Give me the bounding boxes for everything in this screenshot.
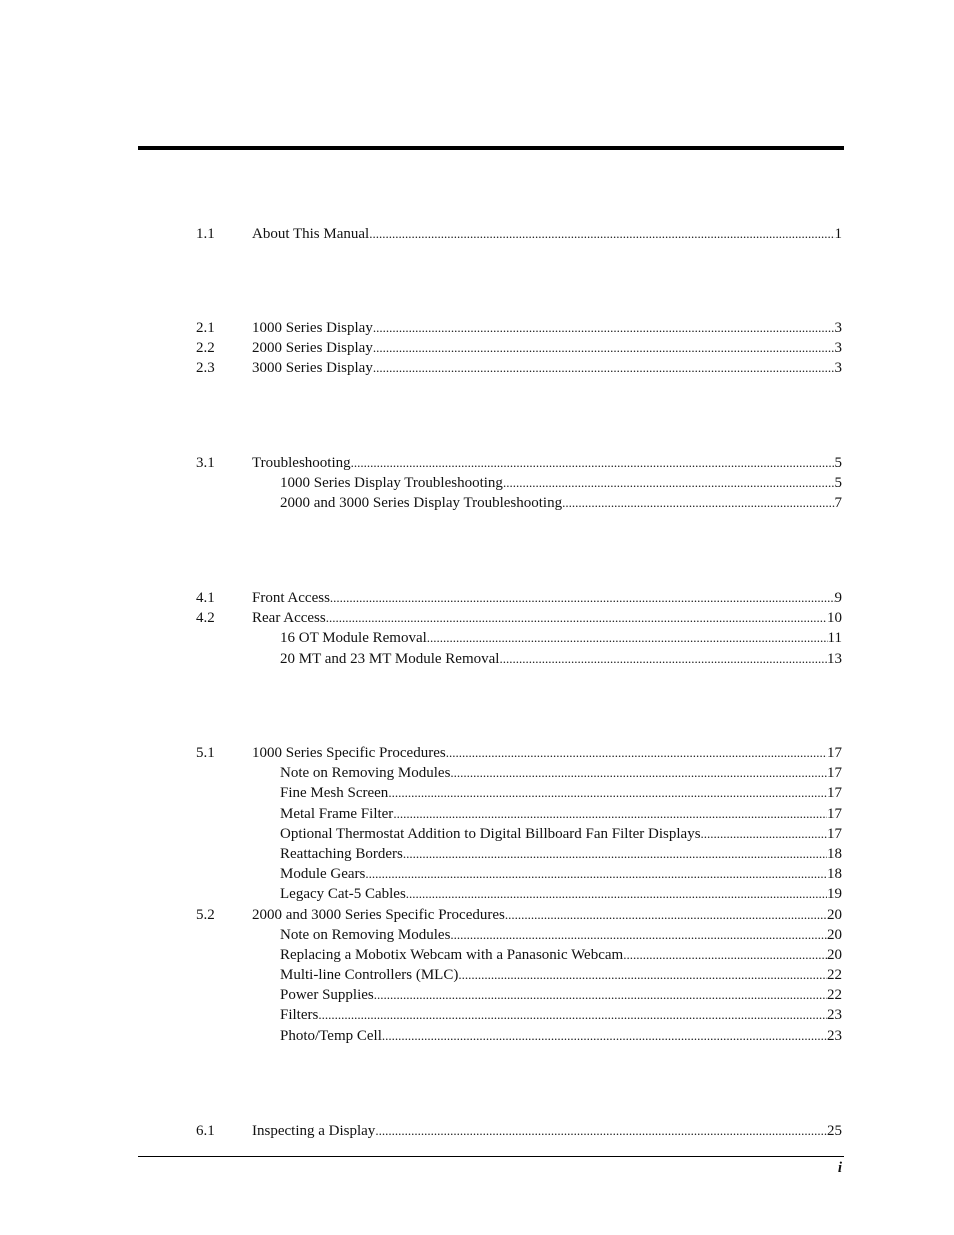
dot-leader [701, 824, 827, 844]
dot-leader [458, 965, 827, 985]
toc-entry-title: Optional Thermostat Addition to Digital Billboard Fan Filter Displays [280, 825, 701, 842]
toc-entry[interactable] [0, 1005, 954, 1025]
toc-entry-page: 1 [834, 226, 842, 242]
toc-entry[interactable] [0, 338, 954, 358]
toc-entry-title: Front Access [252, 590, 330, 606]
toc-entry-number: 5.1 [196, 745, 215, 761]
toc-entry-title: 16 OT Module Removal [280, 630, 427, 647]
toc-entry-title: 2000 Series Display [252, 340, 373, 357]
toc-entry-page: 5 [834, 455, 842, 471]
toc-entry-page: 18 [827, 866, 842, 883]
toc-entry[interactable] [0, 224, 954, 244]
toc-entry-page: 22 [827, 987, 842, 1004]
dot-leader [450, 763, 827, 783]
toc-entry[interactable] [0, 945, 954, 965]
toc-entry-title: Photo/Temp Cell [280, 1027, 382, 1044]
dot-leader [446, 743, 827, 763]
toc-entry-title: Multi-line Controllers (MLC) [280, 967, 459, 984]
toc-entry[interactable] [0, 824, 954, 844]
dot-leader [388, 783, 827, 803]
toc-entry-page: 22 [827, 967, 842, 984]
toc-entry[interactable] [0, 743, 954, 763]
toc-entry[interactable] [0, 358, 954, 378]
toc-entry-page: 3 [834, 340, 842, 357]
toc-section [0, 588, 954, 669]
toc-section [0, 224, 954, 244]
toc-entry-page: 13 [827, 650, 842, 667]
toc-entry[interactable] [0, 473, 954, 493]
toc-entry[interactable] [0, 844, 954, 864]
page-number: i [837, 1160, 842, 1176]
dot-leader [375, 1121, 827, 1141]
toc-entry-title: Metal Frame Filter [280, 805, 394, 822]
dot-leader [373, 318, 835, 338]
toc-entry-number: 2.3 [196, 360, 215, 377]
toc-entry-page: 11 [827, 630, 842, 647]
toc-entry-page: 20 [827, 926, 842, 943]
dot-leader [393, 804, 827, 824]
toc-entry-page: 19 [827, 886, 842, 903]
toc-entry-page: 20 [827, 946, 842, 963]
toc-entry-page: 17 [827, 765, 842, 782]
toc-entry[interactable] [0, 318, 954, 338]
dot-leader [374, 985, 827, 1005]
toc-entry[interactable] [0, 965, 954, 985]
dot-leader [373, 338, 835, 358]
toc-entry-title: Legacy Cat-5 Cables [280, 886, 406, 903]
toc-entry-title: 1000 Series Display Troubleshooting [280, 475, 503, 492]
dot-leader [373, 358, 835, 378]
toc-entry[interactable] [0, 1121, 954, 1141]
toc-section [0, 1121, 954, 1141]
toc-entry-title: 2000 and 3000 Series Display Troubleshooting [280, 495, 563, 512]
toc-entry[interactable] [0, 628, 954, 648]
toc-entry-page: 23 [827, 1027, 842, 1044]
toc-section [0, 453, 954, 514]
toc-entry-page: 17 [827, 785, 842, 802]
toc-entry-title: Troubleshooting [252, 455, 351, 471]
toc-entry[interactable] [0, 608, 954, 628]
toc-entry[interactable] [0, 884, 954, 904]
toc-entry-page: 17 [827, 825, 842, 842]
toc-entry-number: 4.2 [196, 610, 215, 627]
toc-entry[interactable] [0, 493, 954, 513]
dot-leader [499, 649, 827, 669]
toc-entry-number: 5.2 [196, 906, 215, 923]
toc-entry-number: 4.1 [196, 590, 215, 606]
toc-entry-page: 23 [827, 1007, 842, 1024]
toc-entry-title: 1000 Series Specific Procedures [252, 745, 446, 761]
toc-entry[interactable] [0, 905, 954, 925]
toc-entry-number: 3.1 [196, 455, 215, 471]
toc-entry[interactable] [0, 588, 954, 608]
toc-entry[interactable] [0, 453, 954, 473]
toc-entry-page: 18 [827, 845, 842, 862]
toc-section [0, 318, 954, 379]
dot-leader [406, 884, 827, 904]
toc-entry-title: Power Supplies [280, 987, 374, 1004]
toc-entry-title: About This Manual [252, 226, 370, 242]
toc-entry[interactable] [0, 783, 954, 803]
toc-entry-title: Module Gears [280, 866, 366, 883]
toc-entry-page: 9 [834, 590, 842, 606]
toc-entry-page: 10 [827, 610, 842, 627]
toc-entry-number: 6.1 [196, 1123, 215, 1139]
toc-entry[interactable] [0, 763, 954, 783]
toc-entry-title: Note on Removing Modules [280, 926, 451, 943]
header-rule [138, 146, 844, 150]
toc-entry-page: 20 [827, 906, 842, 923]
dot-leader [365, 864, 827, 884]
toc-entry-page: 17 [827, 745, 842, 761]
toc-entry[interactable] [0, 804, 954, 824]
toc-entry-title: 1000 Series Display [252, 320, 373, 336]
footer-rule [138, 1156, 844, 1157]
toc-entry-number: 2.1 [196, 320, 215, 336]
dot-leader [351, 453, 835, 473]
dot-leader [403, 844, 827, 864]
dot-leader [505, 905, 827, 925]
toc-entry-title: Note on Removing Modules [280, 765, 451, 782]
toc-section [0, 743, 954, 1046]
toc-entry[interactable] [0, 985, 954, 1005]
dot-leader [503, 473, 835, 493]
toc-entry-page: 7 [834, 495, 842, 512]
dot-leader [450, 925, 827, 945]
toc-entry-title: Inspecting a Display [252, 1123, 376, 1139]
toc-entry-page: 5 [834, 475, 842, 492]
toc-entry[interactable] [0, 1026, 954, 1046]
toc-entry-number: 2.2 [196, 340, 215, 357]
toc-entry[interactable] [0, 925, 954, 945]
toc-entry-title: 2000 and 3000 Series Specific Procedures [252, 906, 505, 923]
toc-entry-title: 3000 Series Display [252, 360, 373, 377]
toc-entry-title: Replacing a Mobotix Webcam with a Panasonic Webcam [280, 946, 624, 963]
dot-leader [326, 608, 827, 628]
toc-entry[interactable] [0, 864, 954, 884]
dot-leader [562, 493, 834, 513]
dot-leader [369, 224, 834, 244]
toc-entry-title: Fine Mesh Screen [280, 785, 389, 802]
toc-entry[interactable] [0, 649, 954, 669]
dot-leader [382, 1026, 827, 1046]
dot-leader [623, 945, 827, 965]
toc-entry-title: Filters [280, 1007, 319, 1024]
dot-leader [427, 628, 828, 648]
dot-leader [330, 588, 835, 608]
toc-entry-title: Rear Access [252, 610, 326, 627]
dot-leader [318, 1005, 827, 1025]
toc-entry-page: 3 [834, 360, 842, 377]
toc-entry-number: 1.1 [196, 226, 215, 242]
toc-entry-title: 20 MT and 23 MT Module Removal [280, 650, 500, 667]
toc-entry-page: 3 [834, 320, 842, 336]
toc-entry-page: 25 [827, 1123, 842, 1139]
toc-entry-page: 17 [827, 805, 842, 822]
toc-entry-title: Reattaching Borders [280, 845, 403, 862]
